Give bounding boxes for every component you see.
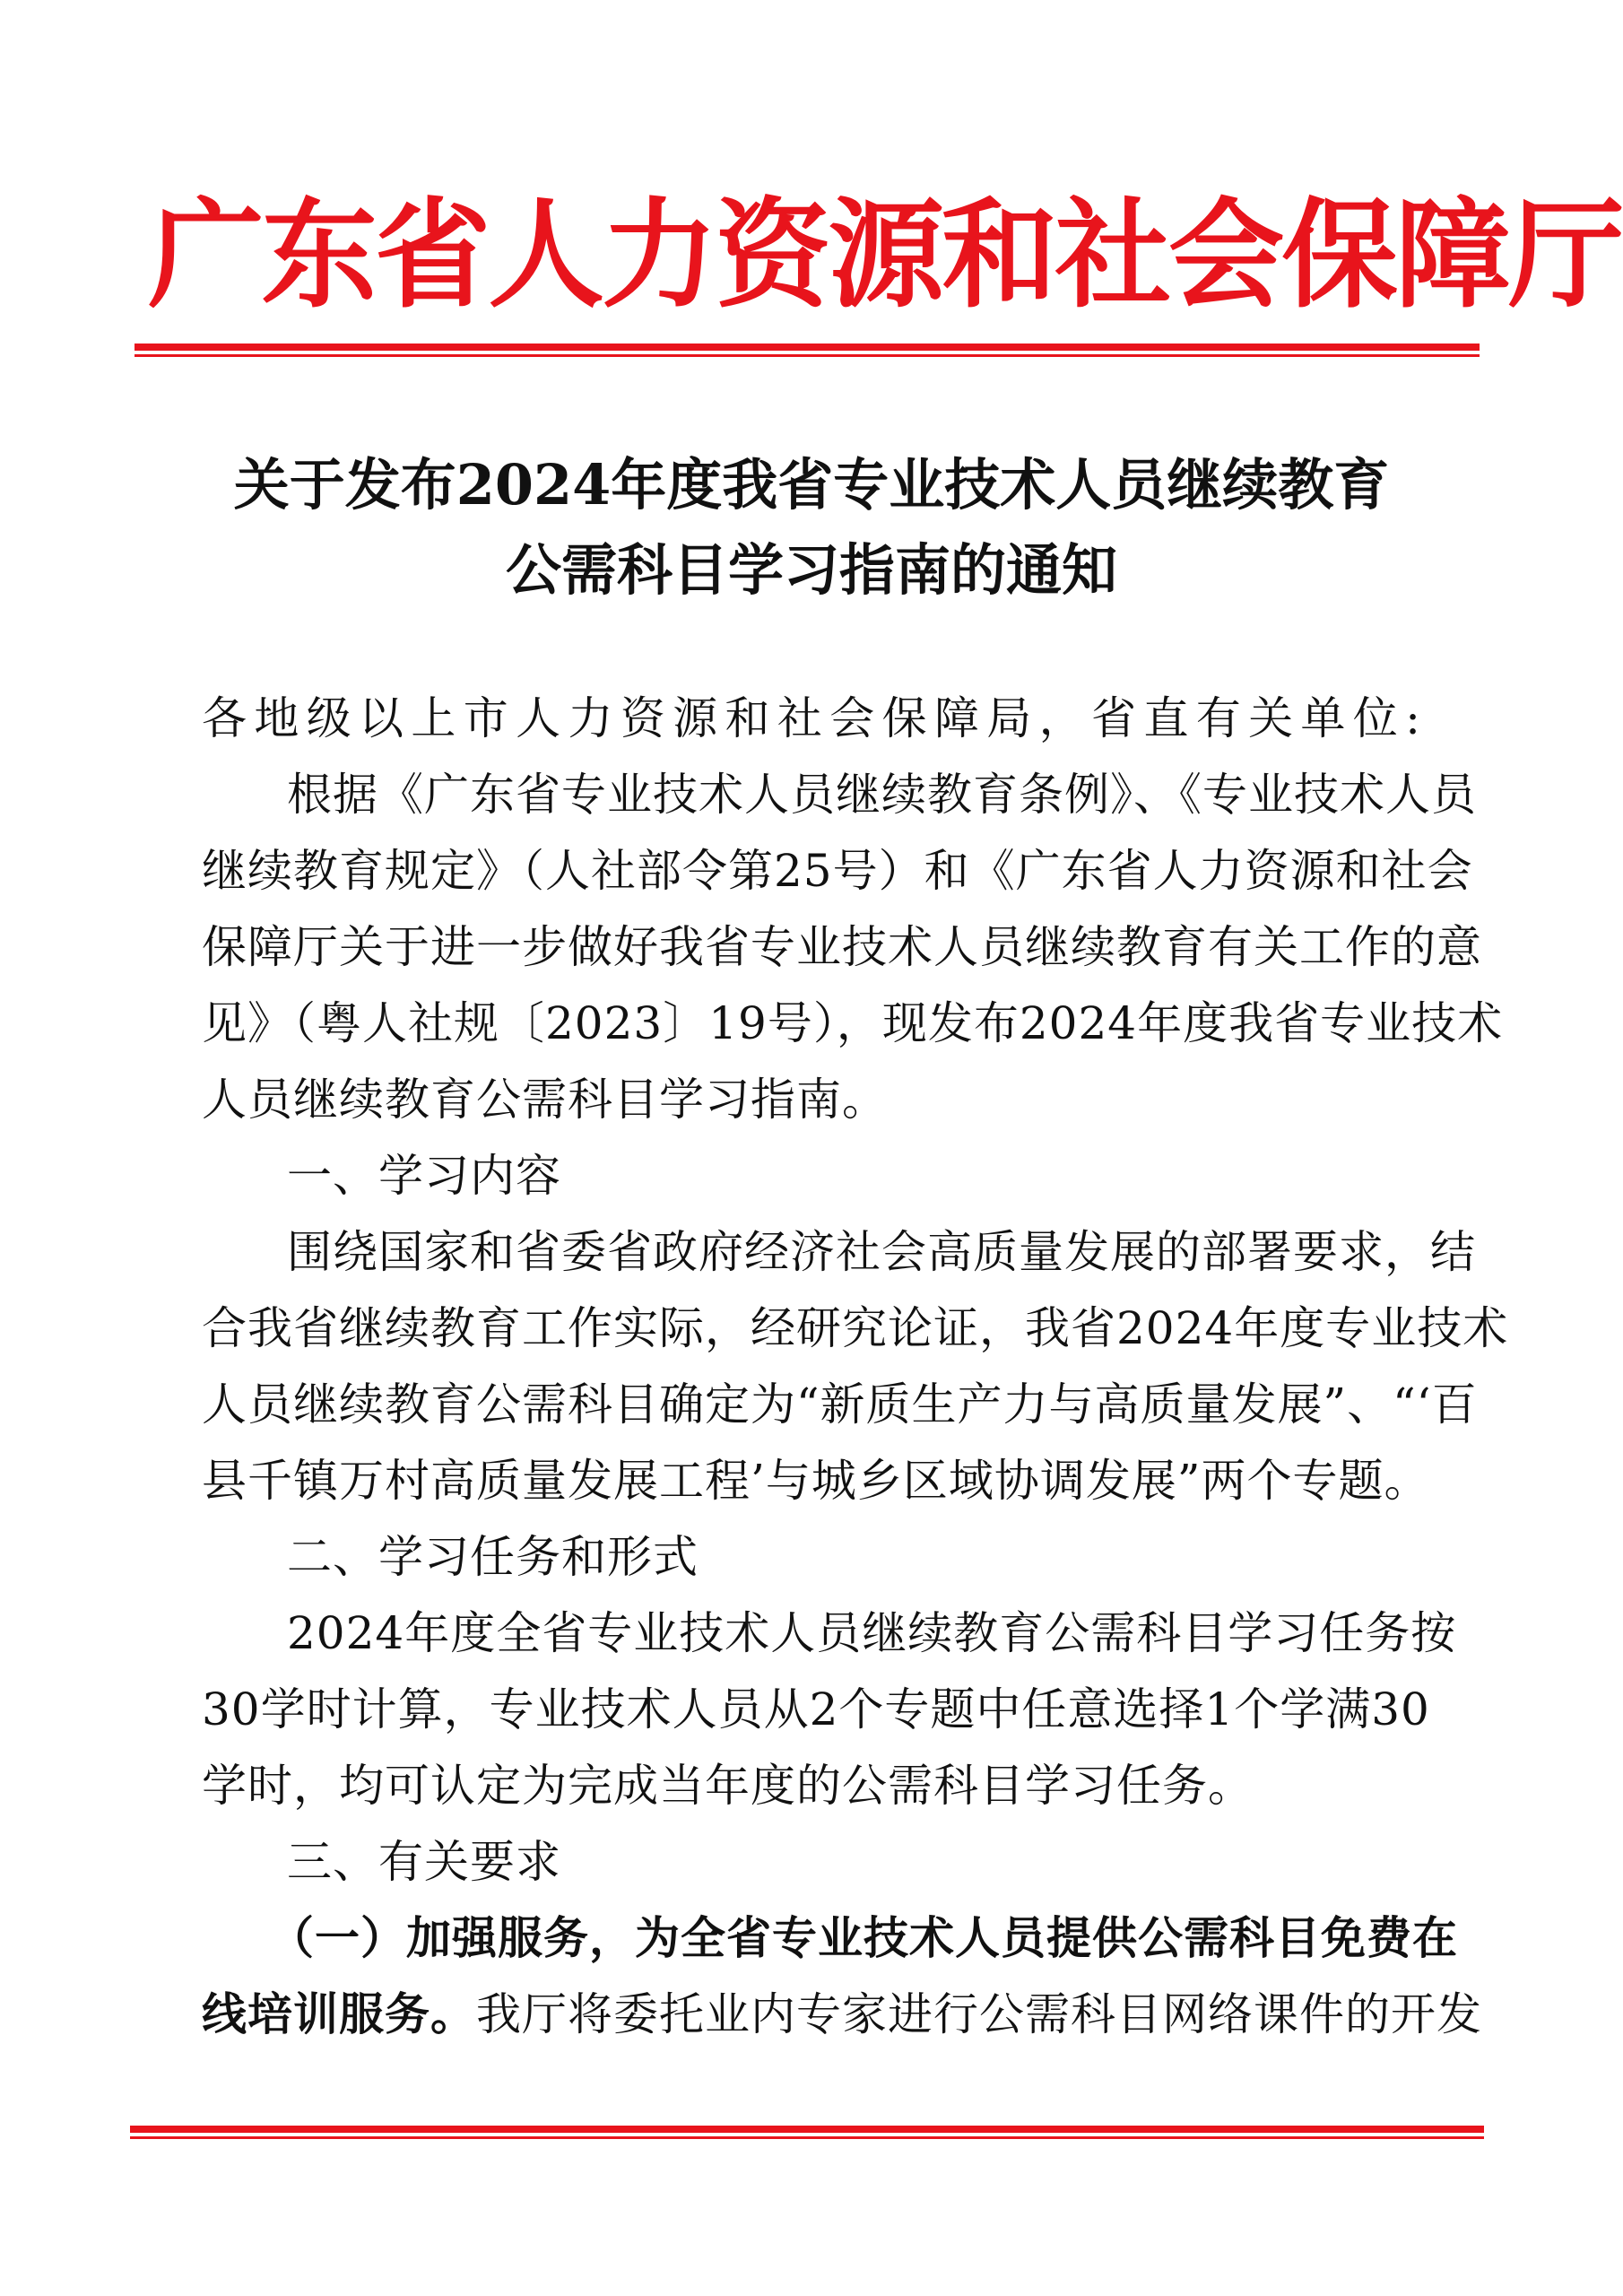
paragraph-2-line: 县千镇万村高质量发展工程’与城乡区域协调发展”两个专题。	[202, 1455, 1430, 1507]
header-red-rule-thick	[135, 344, 1480, 351]
section-3-heading: 三、有关要求	[287, 1836, 561, 1888]
footer-red-rule-thick	[130, 2126, 1484, 2133]
header-red-rule-thin	[135, 354, 1480, 357]
paragraph-3-line: 30学时计算，专业技术人员从2个专题中任意选择1个学满30	[202, 1683, 1430, 1735]
paragraph-1-line: 继续教育规定》（人社部令第25号）和《广东省人力资源和社会	[202, 845, 1473, 897]
section-1-heading: 一、学习内容	[287, 1150, 561, 1202]
paragraph-4-bold-line: （一）加强服务，为全省专业技术人员提供公需科目免费在	[269, 1911, 1458, 1964]
paragraph-1-line: 根据《广东省专业技术人员继续教育条例》、《专业技术人员	[287, 769, 1477, 821]
document-title-line-2: 公需科目学习指南的通知	[505, 537, 1117, 603]
paragraph-2-line: 围绕国家和省委省政府经济社会高质量发展的部署要求，结	[287, 1226, 1476, 1278]
paragraph-2-line: 人员继续教育公需科目确定为“新质生产力与高质量发展”、“‘百	[202, 1378, 1478, 1431]
paragraph-2-line: 合我省继续教育工作实际，经研究论证，我省2024年度专业技术	[202, 1302, 1509, 1354]
paragraph-4-bold-lead: 线培训服务。	[202, 1987, 476, 2040]
paragraph-3-line: 2024年度全省专业技术人员继续教育公需科目学习任务按	[287, 1607, 1457, 1659]
paragraph-1-line: 保障厅关于进一步做好我省专业技术人员继续教育有关工作的意	[202, 921, 1482, 973]
paragraph-3-line: 学时，均可认定为完成当年度的公需科目学习任务。	[202, 1760, 1254, 1812]
footer-red-rule-thin	[130, 2136, 1484, 2139]
section-2-heading: 二、学习任务和形式	[287, 1531, 699, 1583]
document-title-line-1: 关于发布2024年度我省专业技术人员继续教育	[233, 452, 1390, 517]
paragraph-1-line: 人员继续教育公需科目学习指南。	[202, 1074, 888, 1126]
issuing-authority-header: 广东省人力资源和社会保障厅	[148, 187, 1622, 325]
paragraph-4-continuation: 我厅将委托业内专家进行公需科目网络课件的开发	[476, 1988, 1482, 2040]
paragraph-4-line	[202, 1983, 1482, 2046]
paragraph-1-line: 见》（粤人社规〔2023〕19号），现发布2024年度我省专业技术	[202, 997, 1504, 1049]
salutation: 各地级以上市人力资源和社会保障局，省直有关单位:	[202, 692, 1421, 744]
